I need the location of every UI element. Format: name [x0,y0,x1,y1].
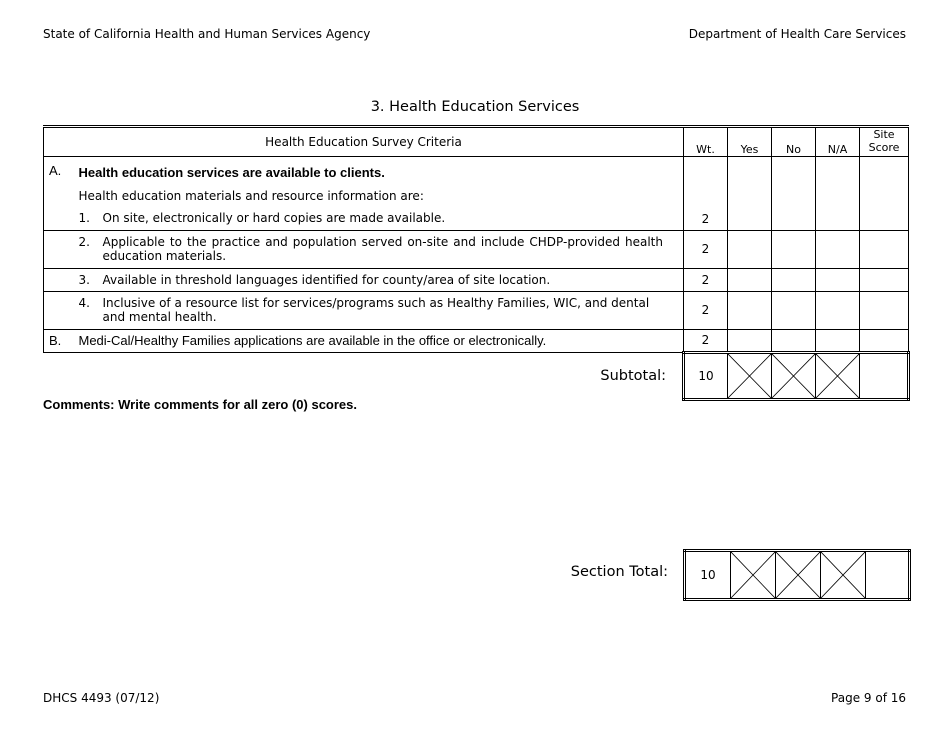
yes-cell[interactable] [728,329,772,352]
section-total-label: Section Total: [570,564,668,580]
yes-cell[interactable] [728,157,772,231]
criterion-a-text [73,157,684,231]
criterion-a3-row [44,268,909,291]
wt-a4: 2 [684,291,728,329]
score-label: Score [868,141,900,154]
subtotal-row [44,352,909,399]
section-title: 3. Health Education Services [370,99,580,115]
site-score-cell[interactable] [860,268,909,291]
department-header: Department of Health Care Services [688,27,906,41]
criterion-a-item: 4. Inclusive of a resource list for services/programs such as Healthy Families, WIC, and dental and mental health. [73,291,684,329]
criterion-a-letter: A. [44,157,73,231]
site-score-cell[interactable] [860,291,909,329]
no-header: No [772,127,816,157]
criteria-header: Health Education Survey Criteria [44,127,684,157]
wt-header: Wt. [684,127,728,157]
criterion-a-item: 2. Applicable to the practice and population served on-site and include CHDP-provided health education materials. [73,230,684,268]
na-cell[interactable] [816,230,860,268]
subtotal-label: Subtotal: [44,352,684,399]
criterion-a-title: Health education services are available to clients. [78,165,385,180]
site-score-header [860,127,909,157]
wt-b: 2 [684,329,728,352]
form-number: DHCS 4493 (07/12) [43,691,160,705]
na-header: N/A [816,127,860,157]
criterion-a-item: 3. Available in threshold languages identified for county/area of site location. [73,268,684,291]
yes-cell[interactable] [728,230,772,268]
site-score-cell[interactable] [860,230,909,268]
page-number: Page 9 of 16 [831,691,906,705]
no-cell[interactable] [772,157,816,231]
na-cell[interactable] [816,329,860,352]
crossed-cell [731,551,776,600]
section-total-value: 10 [685,551,731,600]
yes-cell[interactable] [728,268,772,291]
crossed-cell [821,551,866,600]
criterion-b-title: Medi-Cal/Healthy Families applications are available in the office or electronically. [73,329,684,352]
wt-a1: 2 [684,157,728,231]
agency-header: State of California Health and Human Services Agency [43,27,371,41]
criterion-a2-row [44,230,909,268]
criteria-table [43,125,910,401]
no-cell[interactable] [772,230,816,268]
comments-label: Comments: Write comments for all zero (0) scores. [43,397,358,412]
criterion-b-letter: B. [44,329,73,352]
criterion-b-row [44,329,909,352]
na-cell[interactable] [816,291,860,329]
site-score-cell[interactable] [860,329,909,352]
no-cell[interactable] [772,291,816,329]
criterion-a-intro: Health education materials and resource information are: [78,188,424,203]
yes-cell[interactable] [728,291,772,329]
subtotal-score-cell[interactable] [860,352,909,399]
wt-a2: 2 [684,230,728,268]
crossed-cell [772,352,816,399]
crossed-cell [728,352,772,399]
no-cell[interactable] [772,329,816,352]
site-label: Site [873,128,895,141]
wt-a3: 2 [684,268,728,291]
criterion-a-row [44,157,909,231]
crossed-cell [776,551,821,600]
site-score-cell[interactable] [860,157,909,231]
section-total-score-cell[interactable] [866,551,910,600]
subtotal-value: 10 [684,352,728,399]
no-cell[interactable] [772,268,816,291]
criterion-a4-row [44,291,909,329]
table-header-row [44,127,909,157]
na-cell[interactable] [816,157,860,231]
section-total-table [683,549,911,601]
criterion-a-item: 1. On site, electronically or hard copies are made available. [78,211,446,225]
yes-header: Yes [728,127,772,157]
na-cell[interactable] [816,268,860,291]
crossed-cell [816,352,860,399]
